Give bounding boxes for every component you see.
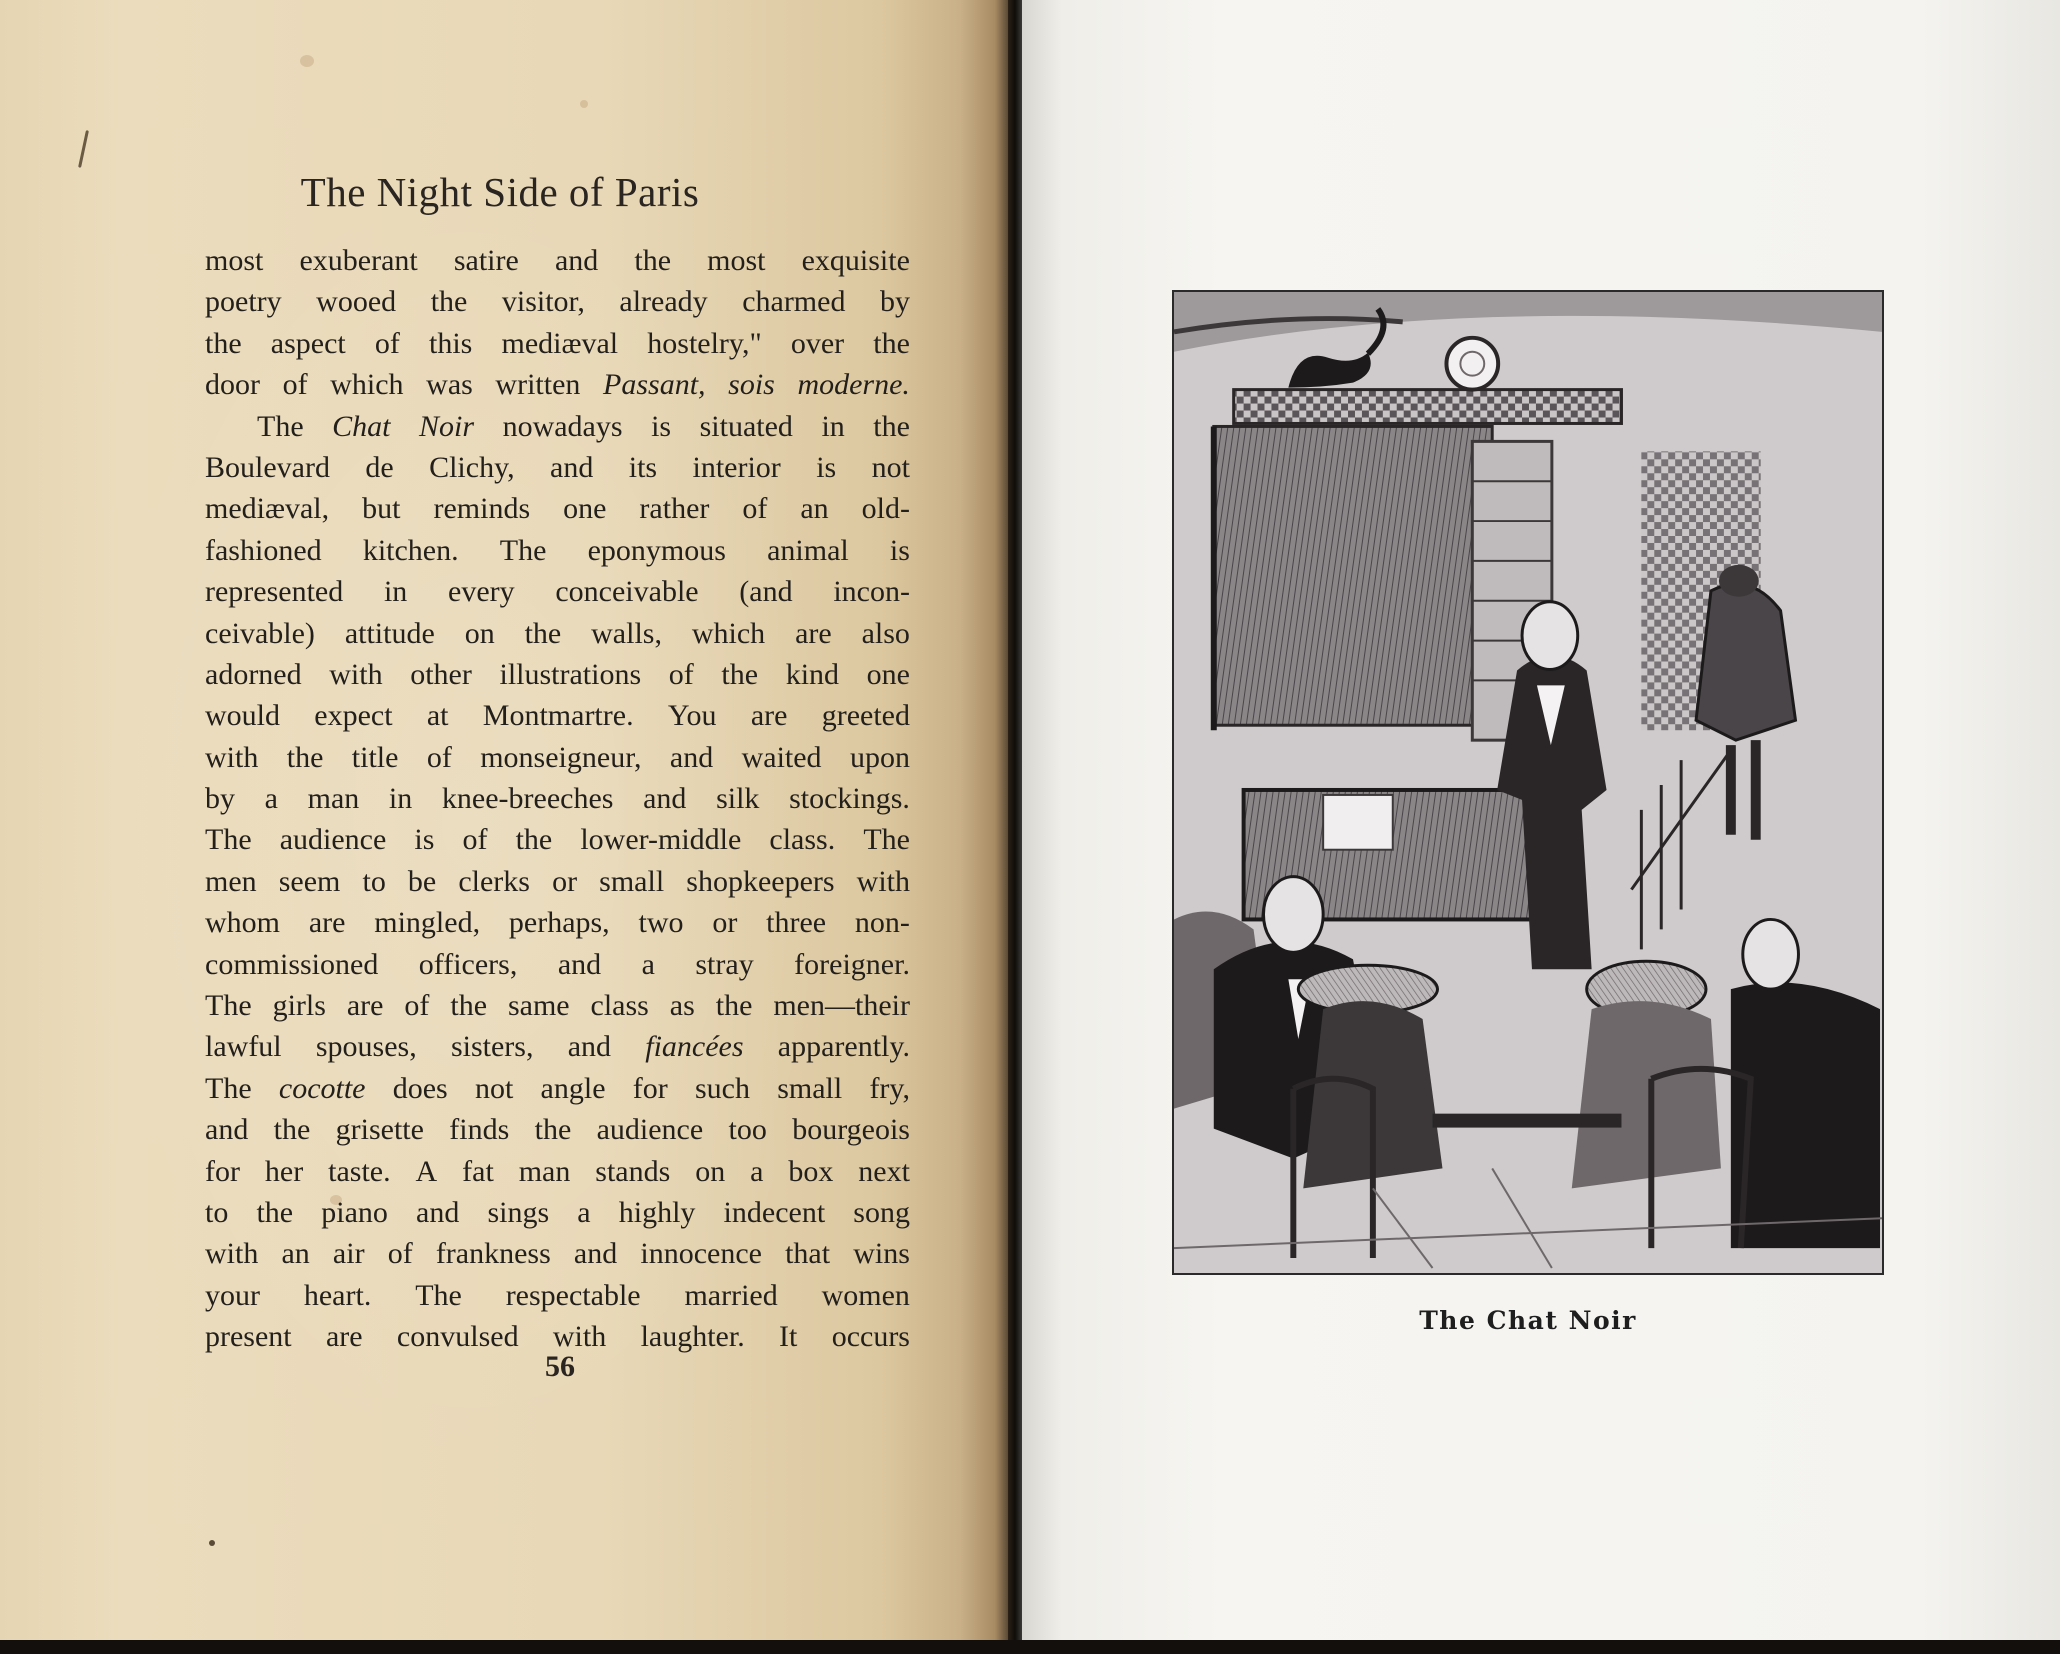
italic-word: Noir [419, 409, 475, 443]
word: not [474, 1071, 514, 1105]
word: that [785, 1237, 831, 1271]
word: respectable [505, 1278, 641, 1312]
word: situated [699, 409, 793, 443]
word: upon [849, 740, 910, 774]
word: exquisite [801, 244, 910, 277]
word: not [871, 450, 910, 484]
word: the [715, 989, 753, 1023]
italic-word: fiancées [645, 1030, 744, 1064]
italic-word: Passant, [603, 368, 706, 402]
italic-word: Chat [332, 409, 391, 443]
word: by [205, 782, 235, 816]
word: or [552, 864, 578, 898]
word: stands [595, 1154, 671, 1188]
word: title [351, 740, 399, 774]
italic-word: moderne. [797, 368, 910, 402]
word: The [205, 823, 252, 857]
word: of [374, 326, 400, 360]
word: the [273, 1113, 311, 1147]
word: was [426, 368, 473, 402]
word: a [750, 1154, 764, 1188]
word: most [205, 244, 264, 277]
word: and [669, 740, 714, 774]
word: is [889, 533, 910, 567]
word: adorned [205, 657, 302, 691]
word: other [410, 657, 472, 691]
word: on [464, 616, 495, 650]
word: heart. [303, 1278, 372, 1312]
text-line [205, 1026, 910, 1067]
word: The [415, 1278, 462, 1312]
word: The [499, 533, 547, 567]
text-line [205, 1068, 910, 1109]
word: knee-breeches [441, 782, 614, 816]
word: spouses, [315, 1030, 417, 1064]
text-line [205, 902, 910, 943]
word: are [346, 989, 384, 1023]
text-line [205, 1233, 910, 1274]
word: for [205, 1154, 240, 1188]
word: which [330, 368, 404, 402]
word: hostelry," [647, 326, 762, 360]
word: of [426, 740, 452, 774]
word: conceivable [555, 575, 699, 609]
text-line [205, 695, 910, 736]
paper-scratch [78, 130, 89, 168]
word: written [495, 368, 581, 402]
word: animal [767, 533, 849, 567]
word: your [205, 1278, 260, 1312]
word: charmed [742, 285, 846, 319]
word: ceivable) [205, 616, 315, 650]
word: two [638, 906, 684, 940]
word: the [534, 1113, 572, 1147]
word: the [286, 740, 324, 774]
italic-word: cocotte [278, 1071, 366, 1105]
text-line [205, 861, 910, 902]
text-line [205, 323, 910, 364]
text-line [205, 819, 910, 860]
word: but [362, 492, 401, 526]
word: this [429, 326, 473, 360]
word: innocence [640, 1237, 762, 1271]
word: The [205, 989, 252, 1023]
italic-word: sois [728, 368, 775, 402]
word: incon- [833, 575, 910, 609]
word: to [205, 1195, 229, 1229]
word: class [590, 989, 649, 1023]
book-gutter [1008, 0, 1022, 1654]
word: Clichy, [429, 450, 515, 484]
word: non- [854, 906, 910, 940]
word: Boulevard [205, 450, 330, 484]
word: present [205, 1320, 292, 1354]
word: married [684, 1278, 778, 1312]
word: the [634, 244, 672, 277]
word: perhaps, [508, 906, 610, 940]
word: angle [540, 1071, 606, 1105]
word: expect [314, 699, 393, 733]
word: illustrations [499, 657, 642, 691]
word: piano [321, 1195, 388, 1229]
plate-caption: The Chat Noir [1419, 1306, 1637, 1335]
word: officers, [418, 947, 518, 981]
word: highly [618, 1195, 696, 1229]
text-line [205, 737, 910, 778]
word: apparently. [777, 1030, 910, 1064]
word: which [691, 616, 766, 650]
running-head: The Night Side of Paris [300, 169, 700, 215]
word: in [821, 409, 845, 443]
word: commissioned [205, 947, 379, 981]
word: exuberant [299, 244, 418, 277]
word: sings [487, 1195, 550, 1229]
word: The [205, 1071, 252, 1105]
word: and [205, 1113, 249, 1147]
word: of [668, 657, 694, 691]
word: You [667, 699, 717, 733]
word: in [388, 782, 413, 816]
word: the [450, 989, 488, 1023]
word: interior [692, 450, 781, 484]
word: or [712, 906, 738, 940]
word: would [205, 699, 280, 733]
chat-noir-illustration [1174, 292, 1882, 1273]
word: whom [205, 906, 280, 940]
word: occurs [831, 1320, 910, 1354]
word: wooed [316, 285, 397, 319]
text-line [205, 778, 910, 819]
word: nowadays [502, 409, 623, 443]
word: at [426, 699, 449, 733]
word: Montmartre. [482, 699, 634, 733]
word: and [573, 1237, 618, 1271]
scan-bottom-edge [0, 1640, 2060, 1654]
word: finds [449, 1113, 510, 1147]
word: an [800, 492, 829, 526]
word: every [448, 575, 515, 609]
word: with [552, 1320, 607, 1354]
word: women [821, 1278, 910, 1312]
word: one [866, 657, 910, 691]
word: kind [785, 657, 840, 691]
word: with [329, 657, 383, 691]
text-line [205, 240, 910, 281]
word: man [307, 782, 360, 816]
word: stray [695, 947, 754, 981]
word: such [694, 1071, 750, 1105]
word: one [563, 492, 607, 526]
word: satire [453, 244, 519, 277]
word: clerks [458, 864, 530, 898]
word: is [816, 450, 837, 484]
word: reminds [433, 492, 531, 526]
word: attitude [344, 616, 435, 650]
word: in [383, 575, 408, 609]
word: lawful [205, 1030, 282, 1064]
word: audience [279, 823, 387, 857]
word: class. [769, 823, 836, 857]
word: next [858, 1154, 910, 1188]
text-line [205, 985, 910, 1026]
word: a [641, 947, 655, 981]
word: old- [861, 492, 910, 526]
word: of [282, 368, 308, 402]
word: mediæval, [205, 492, 330, 526]
word: and [643, 782, 687, 816]
word: (and [739, 575, 793, 609]
word: the [524, 616, 562, 650]
word: eponymous [587, 533, 726, 567]
word: shopkeepers [686, 864, 835, 898]
word: box [788, 1154, 834, 1188]
word: and [550, 450, 594, 484]
word: fry, [869, 1071, 910, 1105]
word: the [205, 326, 242, 360]
word: the [873, 326, 910, 360]
word: mediæval [501, 326, 619, 360]
word: fat [462, 1154, 494, 1188]
word: most [707, 244, 766, 277]
word: as [669, 989, 695, 1023]
text-line [205, 1151, 910, 1192]
text-line [205, 530, 910, 571]
word: of [742, 492, 768, 526]
word: on [695, 1154, 726, 1188]
word: also [861, 616, 910, 650]
word: and [567, 1030, 612, 1064]
word: be [407, 864, 437, 898]
word: monseigneur, [480, 740, 642, 774]
word: indecent [723, 1195, 826, 1229]
word: The [257, 409, 304, 443]
word: the [721, 657, 759, 691]
word: fashioned [205, 533, 322, 567]
word: and [416, 1195, 460, 1229]
text-line [205, 571, 910, 612]
word: an [281, 1237, 310, 1271]
word: are [308, 906, 346, 940]
word: and [557, 947, 602, 981]
word: The [863, 823, 910, 857]
page-number: 56 [545, 1350, 575, 1383]
word: laughter. [640, 1320, 745, 1354]
word: are [750, 699, 788, 733]
text-line [205, 944, 910, 985]
word: taste. [328, 1154, 391, 1188]
word: a [264, 782, 278, 816]
word: A [415, 1154, 438, 1188]
word: stockings. [789, 782, 910, 816]
word: for [632, 1071, 668, 1105]
word: already [619, 285, 708, 319]
word: greeted [821, 699, 910, 733]
word: its [628, 450, 658, 484]
word: silk [716, 782, 760, 816]
word: does [392, 1071, 448, 1105]
text-line [205, 281, 910, 322]
text-line [205, 654, 910, 695]
left-page [0, 0, 1008, 1640]
text-line [205, 613, 910, 654]
word: represented [205, 575, 344, 609]
word: over [790, 326, 845, 360]
word: the [256, 1195, 294, 1229]
word: small [777, 1071, 843, 1105]
word: too [728, 1113, 767, 1147]
word: small [599, 864, 665, 898]
word: are [795, 616, 832, 650]
body-text [205, 240, 910, 1358]
word: the [873, 409, 910, 443]
word: by [880, 285, 910, 319]
word: same [507, 989, 570, 1023]
word: convulsed [396, 1320, 519, 1354]
word: air [332, 1237, 365, 1271]
word: bourgeois [792, 1113, 910, 1147]
word: wins [853, 1237, 910, 1271]
word: the [515, 823, 553, 857]
word: frankness [435, 1237, 551, 1271]
paper-stain [300, 55, 314, 67]
text-line [205, 1192, 910, 1233]
word: It [779, 1320, 798, 1354]
word: three [766, 906, 827, 940]
word: poetry [205, 285, 282, 319]
word: de [365, 450, 394, 484]
word: girls [272, 989, 326, 1023]
word: with [205, 1237, 259, 1271]
text-line [205, 1109, 910, 1150]
word: song [853, 1195, 910, 1229]
word: visitor, [501, 285, 585, 319]
word: walls, [591, 616, 662, 650]
word: is [414, 823, 435, 857]
word: and [554, 244, 599, 277]
word: kitchen. [362, 533, 459, 567]
word: are [325, 1320, 363, 1354]
text-line [205, 406, 910, 447]
word: mingled, [374, 906, 481, 940]
word: man [518, 1154, 571, 1188]
word: audience [596, 1113, 704, 1147]
text-line [205, 488, 910, 529]
word: foreigner. [794, 947, 910, 981]
word: waited [741, 740, 822, 774]
word: rather [639, 492, 710, 526]
text-line [205, 1275, 910, 1316]
illustration-plate [1172, 290, 1884, 1275]
word: of [387, 1237, 413, 1271]
paper-stain [580, 100, 588, 108]
word: grisette [335, 1113, 424, 1147]
word: of [462, 823, 488, 857]
word: with [205, 740, 259, 774]
word: seem [278, 864, 341, 898]
word: of [404, 989, 430, 1023]
text-line [205, 447, 910, 488]
word: men—their [773, 989, 910, 1023]
text-line [205, 364, 910, 405]
word: sisters, [450, 1030, 534, 1064]
word: to [362, 864, 386, 898]
word: men [205, 864, 257, 898]
word: lower-middle [580, 823, 742, 857]
word: aspect [270, 326, 346, 360]
word: with [856, 864, 910, 898]
word: her [264, 1154, 304, 1188]
word: is [651, 409, 672, 443]
word: a [577, 1195, 591, 1229]
word: door [205, 368, 260, 402]
word: the [430, 285, 468, 319]
ink-speck [209, 1540, 215, 1546]
